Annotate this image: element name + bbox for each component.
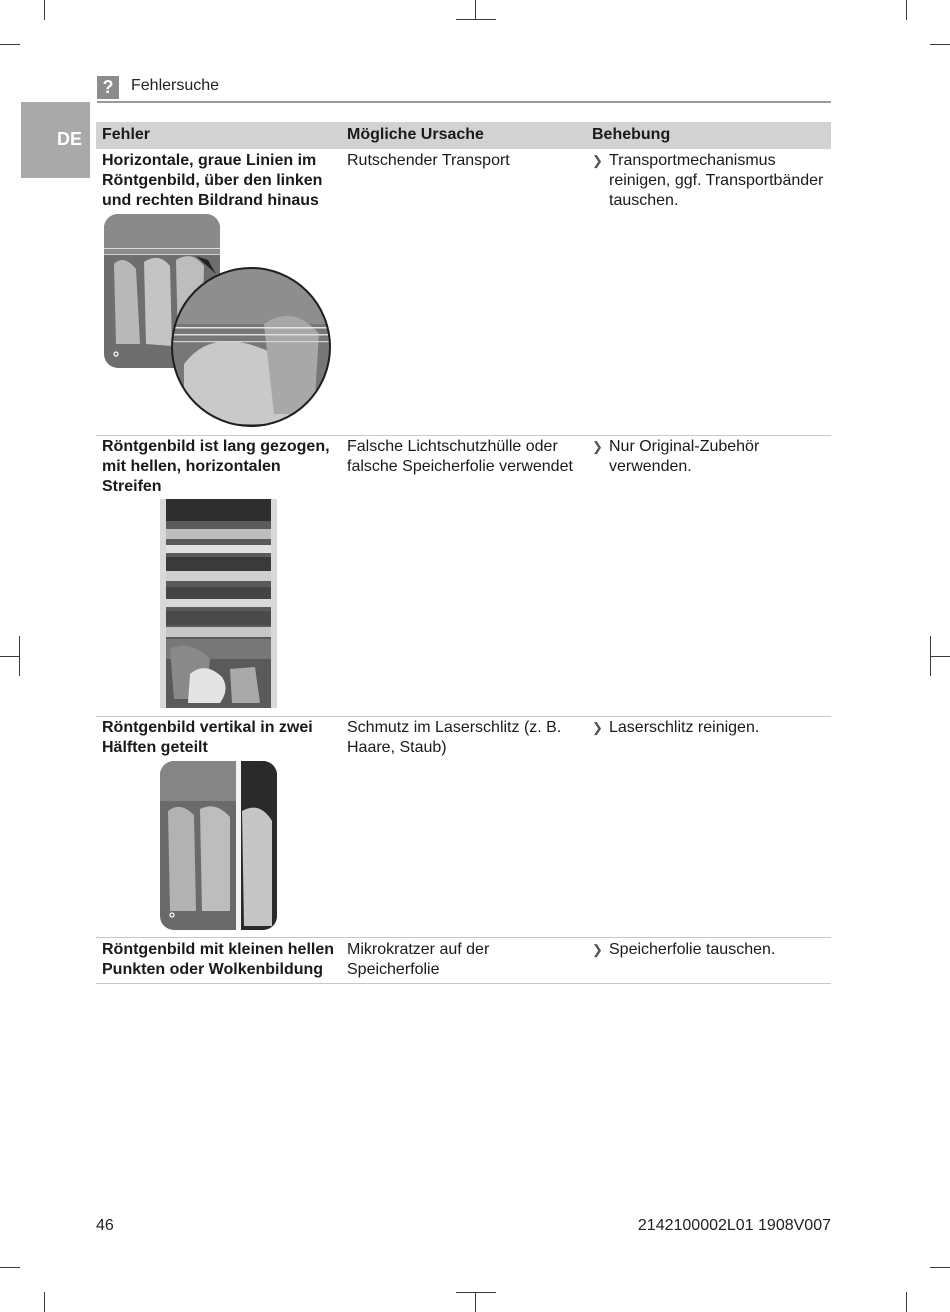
row3-ursache: Schmutz im Laserschlitz (z. B. Haare, Staub) xyxy=(347,719,562,756)
row-divider xyxy=(96,937,831,938)
header-ursache: Mögliche Ursache xyxy=(347,126,484,143)
crop-mark xyxy=(0,1267,20,1268)
section-divider xyxy=(97,101,831,103)
row3-behebung: Laserschlitz reinigen. xyxy=(609,719,760,736)
header-fehler: Fehler xyxy=(102,126,151,143)
row2-fehler: Röntgenbild ist lang gezogen, mit hellen, horizontalen Streifen xyxy=(102,438,330,495)
row1-behebung: Transportmechanismus reinigen, ggf. Transportbänder tauschen. xyxy=(609,152,824,209)
language-tab-label: DE xyxy=(57,129,83,149)
xray-split-halves-image xyxy=(160,761,277,930)
question-icon: ? xyxy=(97,76,119,99)
row2-behebung: Nur Original-Zubehör verwenden. xyxy=(609,438,760,475)
crop-mark xyxy=(930,44,950,45)
bullet-icon: ❯ xyxy=(592,439,603,454)
table-header xyxy=(96,122,831,149)
crop-mark xyxy=(456,19,496,20)
bullet-icon: ❯ xyxy=(592,942,603,957)
crop-mark xyxy=(475,0,476,20)
row4-fehler: Röntgenbild mit kleinen hellen Punkten oder Wolkenbildung xyxy=(102,941,335,978)
document-code: 2142100002L01 1908V007 xyxy=(637,1217,831,1234)
row2-ursache: Falsche Lichtschutzhülle oder falsche Speicherfolie verwendet xyxy=(347,438,573,475)
row1-ursache: Rutschender Transport xyxy=(347,152,510,169)
crop-mark xyxy=(906,1292,907,1312)
xray-stretched-stripes-image xyxy=(160,499,277,708)
crop-mark xyxy=(44,0,45,20)
row-divider xyxy=(96,716,831,717)
header-behebung: Behebung xyxy=(592,126,671,143)
row-divider xyxy=(96,983,831,984)
crop-mark xyxy=(906,0,907,20)
language-tab xyxy=(21,102,90,178)
bullet-icon: ❯ xyxy=(592,720,603,735)
bullet-icon: ❯ xyxy=(592,153,603,168)
row-divider xyxy=(96,435,831,436)
crop-mark xyxy=(44,1292,45,1312)
crop-mark xyxy=(456,1292,496,1293)
crop-mark xyxy=(930,1267,950,1268)
crop-mark xyxy=(0,44,20,45)
row3-fehler: Röntgenbild vertikal in zwei Hälften geteilt xyxy=(102,719,313,756)
row4-ursache: Mikrokratzer auf der Speicherfolie xyxy=(347,941,490,978)
crop-mark xyxy=(0,656,20,657)
section-title: Fehlersuche xyxy=(131,77,220,94)
row1-fehler: Horizontale, graue Linien im Röntgenbild, über den linken und rechten Bildrand hinaus xyxy=(102,152,323,209)
page-number: 46 xyxy=(96,1217,114,1234)
xray-horizontal-lines-image xyxy=(104,214,332,428)
row4-behebung: Speicherfolie tauschen. xyxy=(609,941,776,958)
crop-mark xyxy=(475,1292,476,1312)
crop-mark xyxy=(930,656,950,657)
